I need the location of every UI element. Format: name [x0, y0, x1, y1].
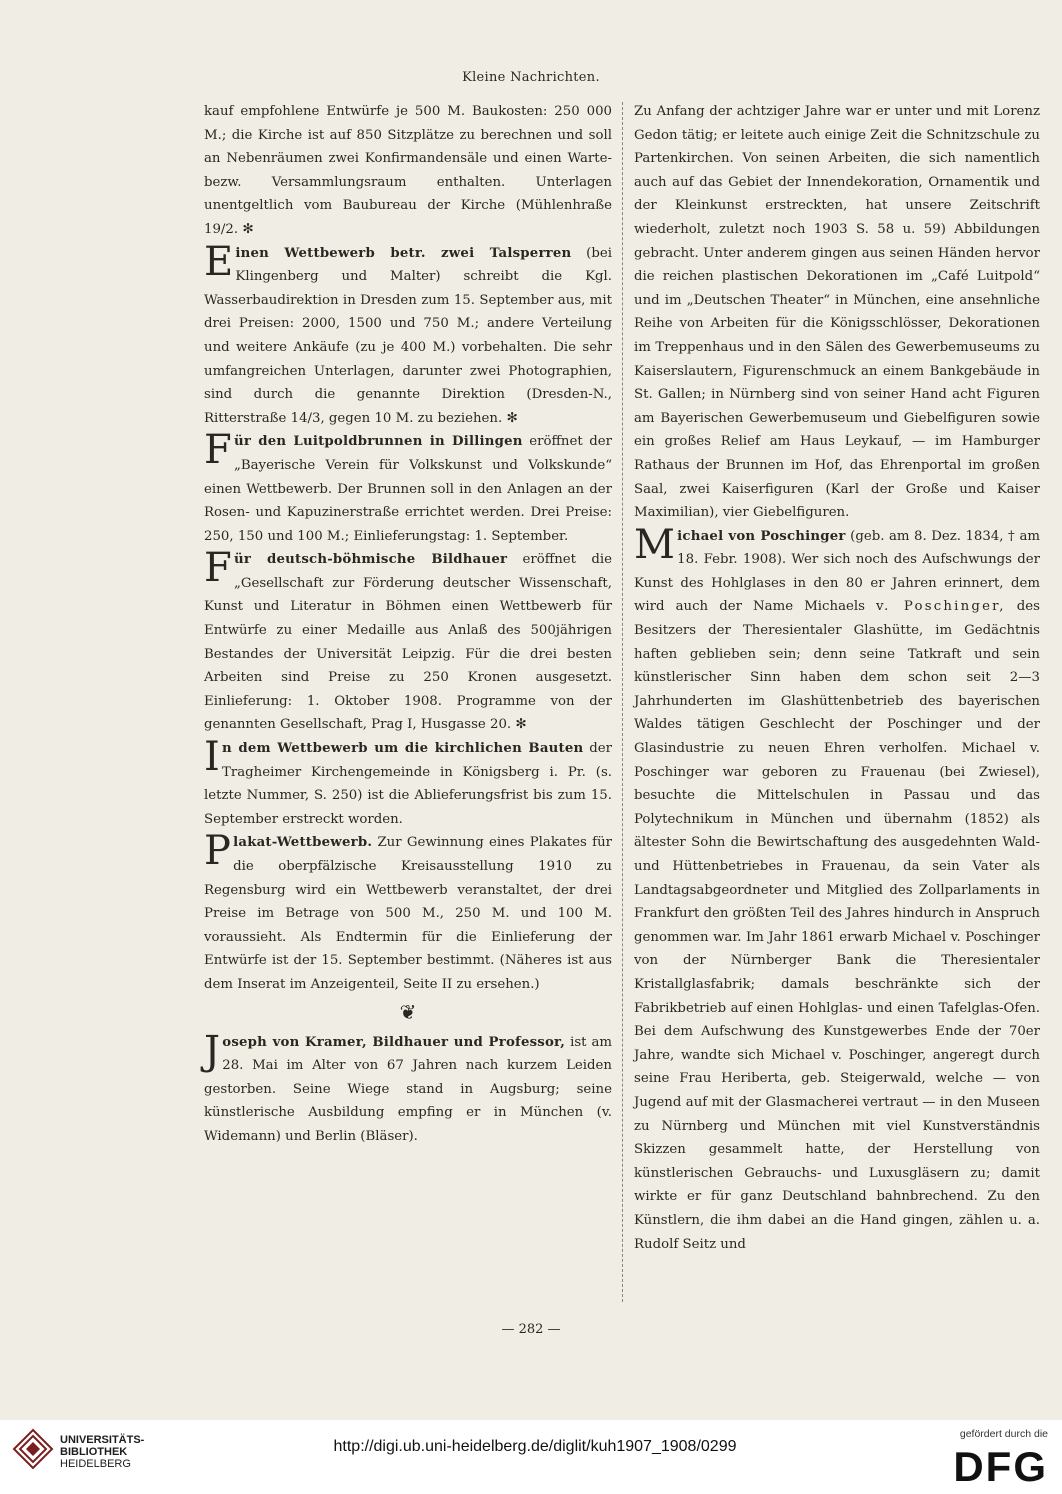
continuation-paragraph: Zu Anfang der achtziger Jahre war er unter und mit Lorenz Gedon tätig; er leitete auch einige Zeit die Schnitzschule zu Partenkirchen. Von seinen Arbeiten, die sich namentlich auch auf das Gebiet der Innendekoration, Ornamentik und der Kleinkunst erstreckten, hat unsere Zeitschrift wiederholt, zuletzt noch 1903 S. 58 u. 59) Abbildungen gebracht. Unter anderem gingen aus seinen Händen hervor die reichen plastischen Dekorationen im „Café Luitpold“ und im „Deutschen Theater“ in München, eine ansehnliche Reihe von Arbeiten für die Königsschlösser, Dekorationen im Treppenhaus und in den Sälen des Gewerbemuseums zu Kaiserslautern, Figurenschmuck an einem Bankgebäude in St. Gallen; in Nürnberg sind von seiner Hand acht Figuren am Bayerischen Gewerbemuseum und Giebelfiguren sowie ein großes Relief am Haus Leykauf, — im Hamburger Rathaus der Brunnen im Hof, das Ehrenportal im großen Saal, zwei Kaiserfiguren (Karl der Große und Kaiser Maximilian), vier Giebelfiguren.: [634, 104, 1040, 521]
spaced-name: v. Poschinger,: [876, 599, 1006, 615]
article-bildhauer: [204, 545, 612, 737]
article-talsperren: [204, 238, 612, 431]
fleuron-ornament-icon: ❦: [399, 999, 417, 1024]
article-body: Zur Gewinnung eines Plakates für die oberpfälzische Kreisausstellung 1910 zu Regensburg wird ein Wettbewerb veranstaltet, der drei Preise im Betrage von 500 M., 250 M. und 100 M. voraussieht. Als Endtermin für die Einlieferung der Entwürfe ist der 15. September bestimmt. (Näheres ist aus dem Inserat im Anzeigenteil, Seite II zu ersehen.): [204, 835, 612, 992]
source-url-link[interactable]: http://digi.ub.uni-heidelberg.de/diglit/kuh1907_1908/0299: [333, 1438, 737, 1455]
article-lead: Michael von Poschinger: [634, 521, 846, 568]
article-lead: Joseph von Kramer, Bildhauer und Professor,: [204, 1027, 566, 1074]
library-line: HEIDELBERG: [60, 1458, 131, 1470]
article-body: eröffnet die „Gesellschaft zur Förderung deutscher Wissenschaft, Kunst und Literatur in Böhmen einen Wettbewerb für Entwürfe zu einer Medaille aus Anlaß des 500jährigen Bestandes der Universität Leipzig. Für die drei besten Arbeiten sind Preise zu 250 Kronen ausgesetzt. Einlieferung: 1. Oktober 1908. Programme von der genannten Gesellschaft, Prag I, Husgasse 20. ✻: [204, 552, 612, 733]
university-seal-icon: [12, 1428, 54, 1470]
right-column: [634, 100, 1040, 1256]
article-poschinger: [634, 521, 1040, 1256]
library-line: UNIVERSITÄTS-: [60, 1434, 145, 1446]
article-body: der Tragheimer Kirchengemeinde in Königsberg i. Pr. (s. letzte Nummer, S. 250) ist die Ablieferungsfrist bis zum 15. September erstreckt worden.: [204, 741, 613, 827]
article-kirchliche-bauten: [204, 734, 613, 831]
article-obituary-kramer: [204, 1027, 612, 1149]
article-lead: Einen Wettbewerb betr. zwei Talsperren: [204, 238, 572, 285]
article-plakat-wettbewerb: [204, 828, 612, 996]
article-body: ist am 28. Mai im Alter von 67 Jahren nach kurzem Leiden gestorben. Seine Wiege stand in Augsburg; seine künstlerische Ausbildung empfing er in München (v. Widemann) und Berlin (Bläser).: [204, 1034, 612, 1144]
article-lead: In dem Wettbewerb um die kirchlichen Bauten: [204, 734, 584, 781]
column-divider: [622, 102, 623, 1302]
page-number: — 282 —: [501, 1322, 561, 1337]
intro-paragraph: kauf empfohlene Entwürfe je 500 M. Baukosten: 250 000 M.; die Kirche ist auf 850 Sitzplätze zu berechnen und soll an Nebenräumen zwei Konfirmandensäle und einen Warte- bezw. Versammlungsraum enthalten. Unterlagen unentgeltlich vom Baubureau der Kirche (Mühlenhraße 19/2. ✻: [204, 104, 612, 237]
article-lead: Für deutsch-böhmische Bildhauer: [204, 545, 508, 592]
left-column: [204, 100, 612, 1149]
article-luitpoldbrunnen: [204, 427, 612, 548]
article-lead: Für den Luitpoldbrunnen in Dillingen: [204, 427, 523, 474]
article-body: (bei Klingenberg und Malter) schreibt die Kgl. Wasserbaudirektion in Dresden zum 15. September aus, mit drei Preisen: 2000, 1500 und 750 M.; andere Verteilung und weitere Ankäufe (zu je 400 M.) vorbehalten. Die sehr umfangreichen Unterlagen, darunter zwei Photographien, sind durch die genannte Direktion (Dresden-N., Ritterstraße 14/3, gegen 10 M. zu beziehen. ✻: [204, 245, 612, 426]
footer-bar: [0, 1420, 1062, 1494]
article-lead: Plakat-Wettbewerb.: [204, 828, 373, 875]
article-body: eröffnet der „Bayerische Verein für Volkskunst und Volkskunde“ einen Wettbewerb. Der Brunnen soll in den Anlagen an der Rosen- und Kapuzinerstraße errichtet werden. Drei Preise: 250, 150 und 100 M.; Einlieferungstag: 1. September.: [204, 434, 612, 544]
dfg-logo: DFG: [953, 1443, 1048, 1490]
article-body: (geb. am 8. Dez. 1834, † am 18. Febr. 1908). Wer sich noch des Aufschwungs der Kunst des Hohlglases in den 80 er Jahren erinnert, dem wird auch der Name Michaels: [634, 528, 1040, 615]
running-header: Kleine Nachrichten.: [462, 70, 600, 85]
library-name: [60, 1434, 144, 1470]
library-line: BIBLIOTHEK: [60, 1446, 128, 1458]
article-body-continued: des Besitzers der Theresientaler Glashütte, im Gedächtnis haften geblieben sein; denn seine Tatkraft und sein künstlerischer Sinn haben dem schon seit 2—3 Jahrhunderten im Glashüttenbetrieb des bayerischen Waldes tätigen Geschlecht der Poschinger und der Glasindustrie zu neuen Ehren verholfen. Michael v. Poschinger war geboren zu Frauenau (bei Zwiesel), besuchte die Mittelschulen in Passau und das Polytechnikum in München und übernahm (1852) als ältester Sohn die Bewirtschaftung des ausgedehnten Wald- und Hüttenbetriebes in Frauenau, da sein Vater als Landtagsabgeordneter und Mitglied des Zollparlaments in Frankfurt den größten Teil des Jahres hindurch in Anspruch genommen war. Im Jahr 1861 erwarb Michael v. Poschinger von der Nürnberger Bank die Theresientaler Kristallglasfabrik; damals beschränkte sich der Fabrikbetrieb auf einen Hohlglas- und einen Tafelglas-Ofen. Bei dem Aufschwung des Kunstgewerbes Ende der 70er Jahre, wandte sich Michael v. Poschinger, angeregt durch seine Frau Heriberta, geb. Steigerwald, welche — von Jugend auf mit der Glasmacherei vertraut — in den Museen zu Nürnberg und München mit viel Kunstverständnis Skizzen gesammelt hatte, der Herstellung von künstlerischen Gebrauchs- und Luxusgläsern zu; damit wirkte er für ganz Deutschland bahnbrechend. Zu den Künstlern, die ihm dabei an die Hand gingen, zählen u. a. Rudolf Seitz und: [634, 599, 1040, 1252]
dfg-caption: gefördert durch die: [959, 1428, 1048, 1440]
